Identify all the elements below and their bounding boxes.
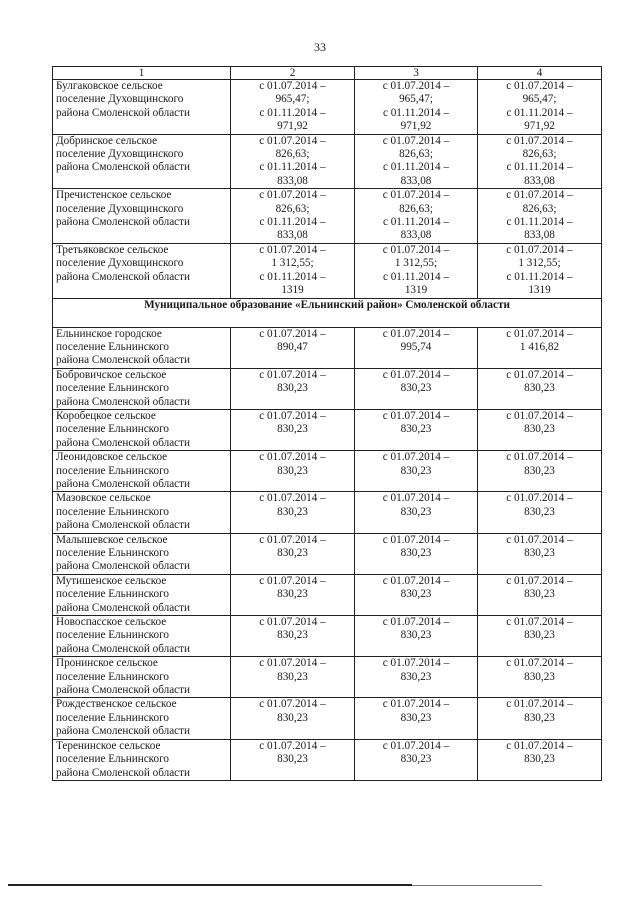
- tariff-value-line: с 01.07.2014 –: [259, 327, 326, 340]
- settlement-name-line: района Смоленской области: [56, 725, 191, 738]
- settlement-name-line: района Смоленской области: [56, 270, 191, 283]
- tariff-value-line: 830,23: [524, 382, 555, 395]
- settlement-name-line: Ельнинское городское: [56, 327, 162, 340]
- table-row: [53, 327, 602, 368]
- tariff-value-line: 833,08: [400, 229, 432, 242]
- tariff-value-line: с 01.07.2014 –: [506, 134, 573, 147]
- settlement-name-line: Пречистенское сельское: [56, 189, 172, 202]
- tariff-value-line: 971,92: [277, 120, 308, 133]
- tariff-value-line: с 01.07.2014 –: [259, 189, 326, 202]
- settlement-name-line: района Смоленской области: [56, 560, 191, 573]
- settlement-name-line: района Смоленской области: [56, 684, 191, 697]
- tariff-table-body: [53, 67, 602, 781]
- settlement-name-line: поселение Ельнинского: [56, 340, 170, 353]
- tariff-value-line: 833,08: [277, 229, 308, 242]
- column-number-3: 3: [355, 67, 478, 80]
- tariff-value-line: 830,23: [277, 547, 308, 559]
- tariff-cell-col-3: [355, 409, 478, 450]
- tariff-value-line: с 01.07.2014 –: [382, 533, 450, 546]
- tariff-value-line: с 01.07.2014 –: [382, 134, 450, 147]
- tariff-value-line: 826,63;: [399, 148, 433, 161]
- tariff-value-line: с 01.07.2014 –: [506, 80, 573, 92]
- tariff-cell-col-3: [355, 657, 478, 698]
- tariff-value-line: 830,23: [277, 505, 308, 518]
- tariff-value-line: с 01.07.2014 –: [382, 368, 450, 381]
- tariff-cell-col-4: [478, 574, 602, 615]
- tariff-value-line: с 01.07.2014 –: [506, 451, 573, 464]
- settlement-name-line: Мазовское сельское: [56, 492, 151, 505]
- tariff-value-line: 833,08: [524, 174, 555, 187]
- settlement-name-cell: [53, 657, 231, 698]
- tariff-value-line: 830,23: [400, 423, 432, 436]
- tariff-value-line: с 01.11.2014 –: [259, 161, 326, 174]
- tariff-cell-col-2: [231, 368, 355, 409]
- tariff-cell-col-4: [478, 368, 602, 409]
- tariff-cell-col-3: [355, 80, 478, 135]
- column-number-1: 1: [53, 67, 231, 80]
- settlement-name-line: Теренинское сельское: [56, 739, 161, 752]
- tariff-value-line: 971,92: [524, 120, 555, 133]
- tariff-value-line: 830,23: [400, 711, 432, 724]
- tariff-value-line: 830,23: [400, 505, 432, 518]
- tariff-cell-col-2: [231, 739, 355, 780]
- table-row: [53, 80, 602, 135]
- tariff-table: [52, 66, 602, 781]
- tariff-value-line: 830,23: [524, 505, 555, 518]
- tariff-value-line: 830,23: [524, 629, 555, 642]
- settlement-name-line: района Смоленской области: [56, 395, 191, 408]
- tariff-value-line: 965,47;: [399, 93, 433, 106]
- settlement-name-cell: [53, 533, 231, 574]
- tariff-cell-col-2: [231, 657, 355, 698]
- settlement-name-cell: [53, 243, 231, 298]
- settlement-name-line: Третьяковское сельское: [56, 243, 169, 256]
- tariff-cell-col-4: [478, 739, 602, 780]
- tariff-value-line: 1 312,55;: [271, 257, 314, 270]
- tariff-value-line: с 01.07.2014 –: [259, 134, 326, 147]
- settlement-name-line: района Смоленской области: [56, 766, 191, 779]
- tariff-value-line: 830,23: [277, 629, 308, 642]
- table-row: [53, 409, 602, 450]
- settlement-name-line: Бобровичское сельское: [56, 368, 167, 381]
- tariff-value-line: 830,23: [400, 629, 432, 642]
- tariff-value-line: 826,63;: [275, 202, 310, 215]
- tariff-value-line: с 01.07.2014 –: [382, 451, 450, 464]
- tariff-value-line: 830,23: [524, 711, 555, 724]
- table-row: [53, 533, 602, 574]
- tariff-value-line: с 01.11.2014 –: [259, 270, 326, 283]
- tariff-cell-col-3: [355, 739, 478, 780]
- tariff-cell-col-4: [478, 189, 602, 244]
- tariff-value-line: с 01.07.2014 –: [382, 698, 450, 711]
- settlement-name-line: Леонидовское сельское: [56, 451, 168, 464]
- tariff-cell-col-3: [355, 243, 478, 298]
- tariff-value-line: 830,23: [277, 753, 308, 766]
- table-row: [53, 368, 602, 409]
- tariff-value-line: 826,63;: [275, 148, 310, 161]
- tariff-cell-col-4: [478, 243, 602, 298]
- column-number-2: 2: [231, 67, 355, 80]
- tariff-cell-col-3: [355, 698, 478, 739]
- table-row: [53, 616, 602, 657]
- tariff-value-line: 830,23: [524, 753, 555, 766]
- tariff-cell-col-3: [355, 368, 478, 409]
- tariff-value-line: с 01.11.2014 –: [506, 106, 573, 119]
- tariff-value-line: с 01.07.2014 –: [259, 368, 326, 381]
- tariff-value-line: 830,23: [400, 588, 432, 601]
- settlement-name-line: поселение Духовщинского: [56, 148, 184, 161]
- settlement-name-line: поселение Ельнинского: [56, 670, 170, 683]
- settlement-name-line: Малышевское сельское: [56, 533, 168, 546]
- column-number-row: [53, 67, 602, 80]
- tariff-value-line: с 01.07.2014 –: [506, 739, 573, 752]
- settlement-name-line: района Смоленской области: [56, 601, 191, 614]
- table-row: [53, 492, 602, 533]
- tariff-value-line: 1319: [528, 284, 551, 297]
- tariff-value-line: с 01.11.2014 –: [506, 216, 573, 229]
- tariff-cell-col-3: [355, 189, 478, 244]
- tariff-value-line: с 01.07.2014 –: [506, 243, 573, 256]
- section-header-row: [53, 298, 602, 327]
- tariff-value-line: с 01.07.2014 –: [506, 698, 573, 711]
- tariff-cell-col-4: [478, 657, 602, 698]
- tariff-value-line: с 01.11.2014 –: [259, 106, 326, 119]
- tariff-value-line: 830,23: [524, 464, 555, 477]
- settlement-name-cell: [53, 134, 231, 189]
- settlement-name-line: района Смоленской области: [56, 519, 191, 532]
- tariff-value-line: 890,47: [277, 340, 308, 353]
- tariff-value-line: 830,23: [524, 588, 555, 601]
- tariff-value-line: с 01.07.2014 –: [382, 409, 450, 422]
- tariff-cell-col-4: [478, 533, 602, 574]
- tariff-cell-col-2: [231, 80, 355, 135]
- tariff-value-line: с 01.11.2014 –: [382, 270, 450, 283]
- table-row: [53, 451, 602, 492]
- tariff-cell-col-3: [355, 533, 478, 574]
- tariff-value-line: с 01.07.2014 –: [382, 189, 450, 202]
- table-row: [53, 739, 602, 780]
- settlement-name-cell: [53, 368, 231, 409]
- settlement-name-line: района Смоленской области: [56, 642, 191, 655]
- column-number-4: 4: [478, 67, 602, 80]
- tariff-value-line: с 01.11.2014 –: [382, 216, 450, 229]
- tariff-value-line: 830,23: [277, 382, 308, 395]
- tariff-cell-col-4: [478, 698, 602, 739]
- page-number: 33: [314, 40, 326, 54]
- tariff-value-line: 830,23: [277, 464, 308, 477]
- tariff-value-line: с 01.07.2014 –: [382, 243, 450, 256]
- tariff-value-line: 830,23: [277, 423, 308, 436]
- tariff-cell-col-2: [231, 189, 355, 244]
- tariff-cell-col-2: [231, 616, 355, 657]
- settlement-name-line: поселение Ельнинского: [56, 423, 170, 436]
- tariff-value-line: 830,23: [400, 547, 432, 559]
- tariff-cell-col-4: [478, 327, 602, 368]
- tariff-value-line: 965,47;: [275, 93, 310, 106]
- settlement-name-line: Коробецкое сельское: [56, 409, 156, 422]
- settlement-name-cell: [53, 574, 231, 615]
- tariff-cell-col-2: [231, 533, 355, 574]
- settlement-name-line: района Смоленской области: [56, 477, 191, 490]
- settlement-name-line: поселение Ельнинского: [56, 753, 170, 766]
- settlement-name-cell: [53, 739, 231, 780]
- tariff-value-line: с 01.07.2014 –: [382, 327, 450, 340]
- tariff-value-line: 830,23: [400, 464, 432, 477]
- tariff-value-line: 833,08: [277, 174, 308, 187]
- tariff-value-line: 826,63;: [399, 202, 433, 215]
- tariff-value-line: с 01.07.2014 –: [259, 451, 326, 464]
- tariff-value-line: 826,63;: [522, 148, 557, 161]
- tariff-value-line: 1 312,55;: [518, 257, 561, 270]
- tariff-value-line: с 01.07.2014 –: [259, 574, 326, 587]
- tariff-cell-col-2: [231, 243, 355, 298]
- tariff-cell-col-2: [231, 409, 355, 450]
- tariff-value-line: с 01.07.2014 –: [259, 243, 326, 256]
- settlement-name-line: Добринское сельское: [56, 134, 158, 147]
- settlement-name-cell: [53, 189, 231, 244]
- tariff-value-line: с 01.07.2014 –: [506, 533, 573, 546]
- tariff-value-line: с 01.07.2014 –: [382, 657, 450, 670]
- tariff-value-line: с 01.11.2014 –: [259, 216, 326, 229]
- settlement-name-line: Булгаковское сельское: [56, 80, 163, 92]
- tariff-value-line: 830,23: [524, 423, 555, 436]
- settlement-name-cell: [53, 80, 231, 135]
- tariff-cell-col-3: [355, 451, 478, 492]
- tariff-cell-col-4: [478, 409, 602, 450]
- tariff-cell-col-4: [478, 492, 602, 533]
- tariff-value-line: 833,08: [524, 229, 555, 242]
- settlement-name-line: поселение Духовщинского: [56, 202, 184, 215]
- footer-rule-thin: [412, 885, 542, 886]
- tariff-cell-col-2: [231, 574, 355, 615]
- tariff-value-line: 830,23: [277, 711, 308, 724]
- table-row: [53, 574, 602, 615]
- tariff-value-line: с 01.11.2014 –: [382, 161, 450, 174]
- tariff-value-line: с 01.07.2014 –: [259, 657, 326, 670]
- settlement-name-cell: [53, 409, 231, 450]
- tariff-value-line: 965,47;: [522, 93, 557, 106]
- settlement-name-line: района Смоленской области: [56, 436, 191, 449]
- tariff-cell-col-2: [231, 327, 355, 368]
- table-row: [53, 189, 602, 244]
- table-row: [53, 657, 602, 698]
- tariff-value-line: с 01.07.2014 –: [259, 409, 326, 422]
- tariff-value-line: с 01.07.2014 –: [382, 574, 450, 587]
- tariff-value-line: 1319: [404, 284, 428, 297]
- tariff-cell-col-4: [478, 616, 602, 657]
- settlement-name-cell: [53, 451, 231, 492]
- settlement-name-cell: [53, 698, 231, 739]
- tariff-cell-col-4: [478, 134, 602, 189]
- settlement-name-line: поселение Ельнинского: [56, 547, 170, 559]
- tariff-value-line: с 01.07.2014 –: [259, 492, 326, 505]
- tariff-cell-col-2: [231, 451, 355, 492]
- section-title: Муниципальное образование «Ельнинский район» Смоленской области: [53, 298, 602, 327]
- tariff-value-line: 830,23: [400, 670, 432, 683]
- tariff-value-line: с 01.07.2014 –: [382, 80, 450, 92]
- settlement-name-cell: [53, 327, 231, 368]
- settlement-name-line: Рождественское сельское: [56, 698, 177, 711]
- tariff-value-line: с 01.07.2014 –: [382, 739, 450, 752]
- tariff-value-line: 830,23: [524, 670, 555, 683]
- tariff-value-line: с 01.07.2014 –: [382, 616, 450, 629]
- settlement-name-line: района Смоленской области: [56, 106, 191, 119]
- tariff-value-line: 830,23: [400, 753, 432, 766]
- tariff-value-line: 830,23: [400, 382, 432, 395]
- tariff-cell-col-3: [355, 616, 478, 657]
- tariff-cell-col-4: [478, 80, 602, 135]
- settlement-name-line: поселение Ельнинского: [56, 629, 170, 642]
- tariff-cell-col-3: [355, 134, 478, 189]
- table-row: [53, 134, 602, 189]
- tariff-value-line: с 01.07.2014 –: [506, 657, 573, 670]
- tariff-value-line: 995,74: [400, 340, 432, 353]
- settlement-name-line: Новоспасское сельское: [56, 616, 167, 629]
- footer-rule: [8, 884, 412, 886]
- settlement-name-line: района Смоленской области: [56, 161, 191, 174]
- tariff-cell-col-3: [355, 574, 478, 615]
- tariff-value-line: с 01.11.2014 –: [506, 161, 573, 174]
- tariff-value-line: с 01.07.2014 –: [506, 368, 573, 381]
- table-row: [53, 698, 602, 739]
- tariff-value-line: 1319: [281, 284, 304, 297]
- tariff-cell-col-2: [231, 698, 355, 739]
- tariff-value-line: с 01.07.2014 –: [506, 409, 573, 422]
- tariff-value-line: 830,23: [524, 547, 555, 559]
- tariff-value-line: с 01.07.2014 –: [382, 492, 450, 505]
- tariff-value-line: с 01.07.2014 –: [506, 327, 573, 340]
- tariff-value-line: с 01.07.2014 –: [506, 492, 573, 505]
- tariff-value-line: 830,23: [277, 670, 308, 683]
- tariff-value-line: 1 312,55;: [394, 257, 438, 270]
- settlement-name-cell: [53, 616, 231, 657]
- settlement-name-line: поселение Ельнинского: [56, 711, 170, 724]
- tariff-value-line: с 01.07.2014 –: [506, 616, 573, 629]
- tariff-cell-col-2: [231, 492, 355, 533]
- settlement-name-line: района Смоленской области: [56, 216, 191, 229]
- tariff-value-line: с 01.07.2014 –: [506, 574, 573, 587]
- settlement-name-line: Мутишенское сельское: [56, 574, 167, 587]
- settlement-name-line: поселение Ельнинского: [56, 464, 170, 477]
- settlement-name-line: поселение Ельнинского: [56, 382, 170, 395]
- settlement-name-line: поселение Духовщинского: [56, 93, 184, 106]
- tariff-value-line: с 01.11.2014 –: [382, 106, 450, 119]
- tariff-value-line: 1 416,82: [519, 340, 560, 353]
- settlement-name-line: поселение Духовщинского: [56, 257, 184, 270]
- tariff-cell-col-4: [478, 451, 602, 492]
- settlement-name-line: поселение Ельнинского: [56, 588, 170, 601]
- tariff-value-line: с 01.07.2014 –: [259, 533, 326, 546]
- settlement-name-cell: [53, 492, 231, 533]
- tariff-value-line: с 01.07.2014 –: [259, 80, 326, 92]
- tariff-value-line: 830,23: [277, 588, 308, 601]
- tariff-value-line: с 01.07.2014 –: [506, 189, 573, 202]
- settlement-name-line: поселение Ельнинского: [56, 505, 170, 518]
- tariff-value-line: 826,63;: [522, 202, 557, 215]
- tariff-value-line: с 01.11.2014 –: [506, 270, 573, 283]
- tariff-value-line: 971,92: [400, 120, 432, 133]
- settlement-name-line: района Смоленской области: [56, 354, 191, 367]
- tariff-value-line: с 01.07.2014 –: [259, 616, 326, 629]
- tariff-value-line: 833,08: [400, 174, 432, 187]
- tariff-cell-col-3: [355, 327, 478, 368]
- settlement-name-line: Пронинское сельское: [56, 657, 158, 670]
- table-row: [53, 243, 602, 298]
- tariff-value-line: с 01.07.2014 –: [259, 698, 326, 711]
- tariff-cell-col-2: [231, 134, 355, 189]
- tariff-value-line: с 01.07.2014 –: [259, 739, 326, 752]
- tariff-cell-col-3: [355, 492, 478, 533]
